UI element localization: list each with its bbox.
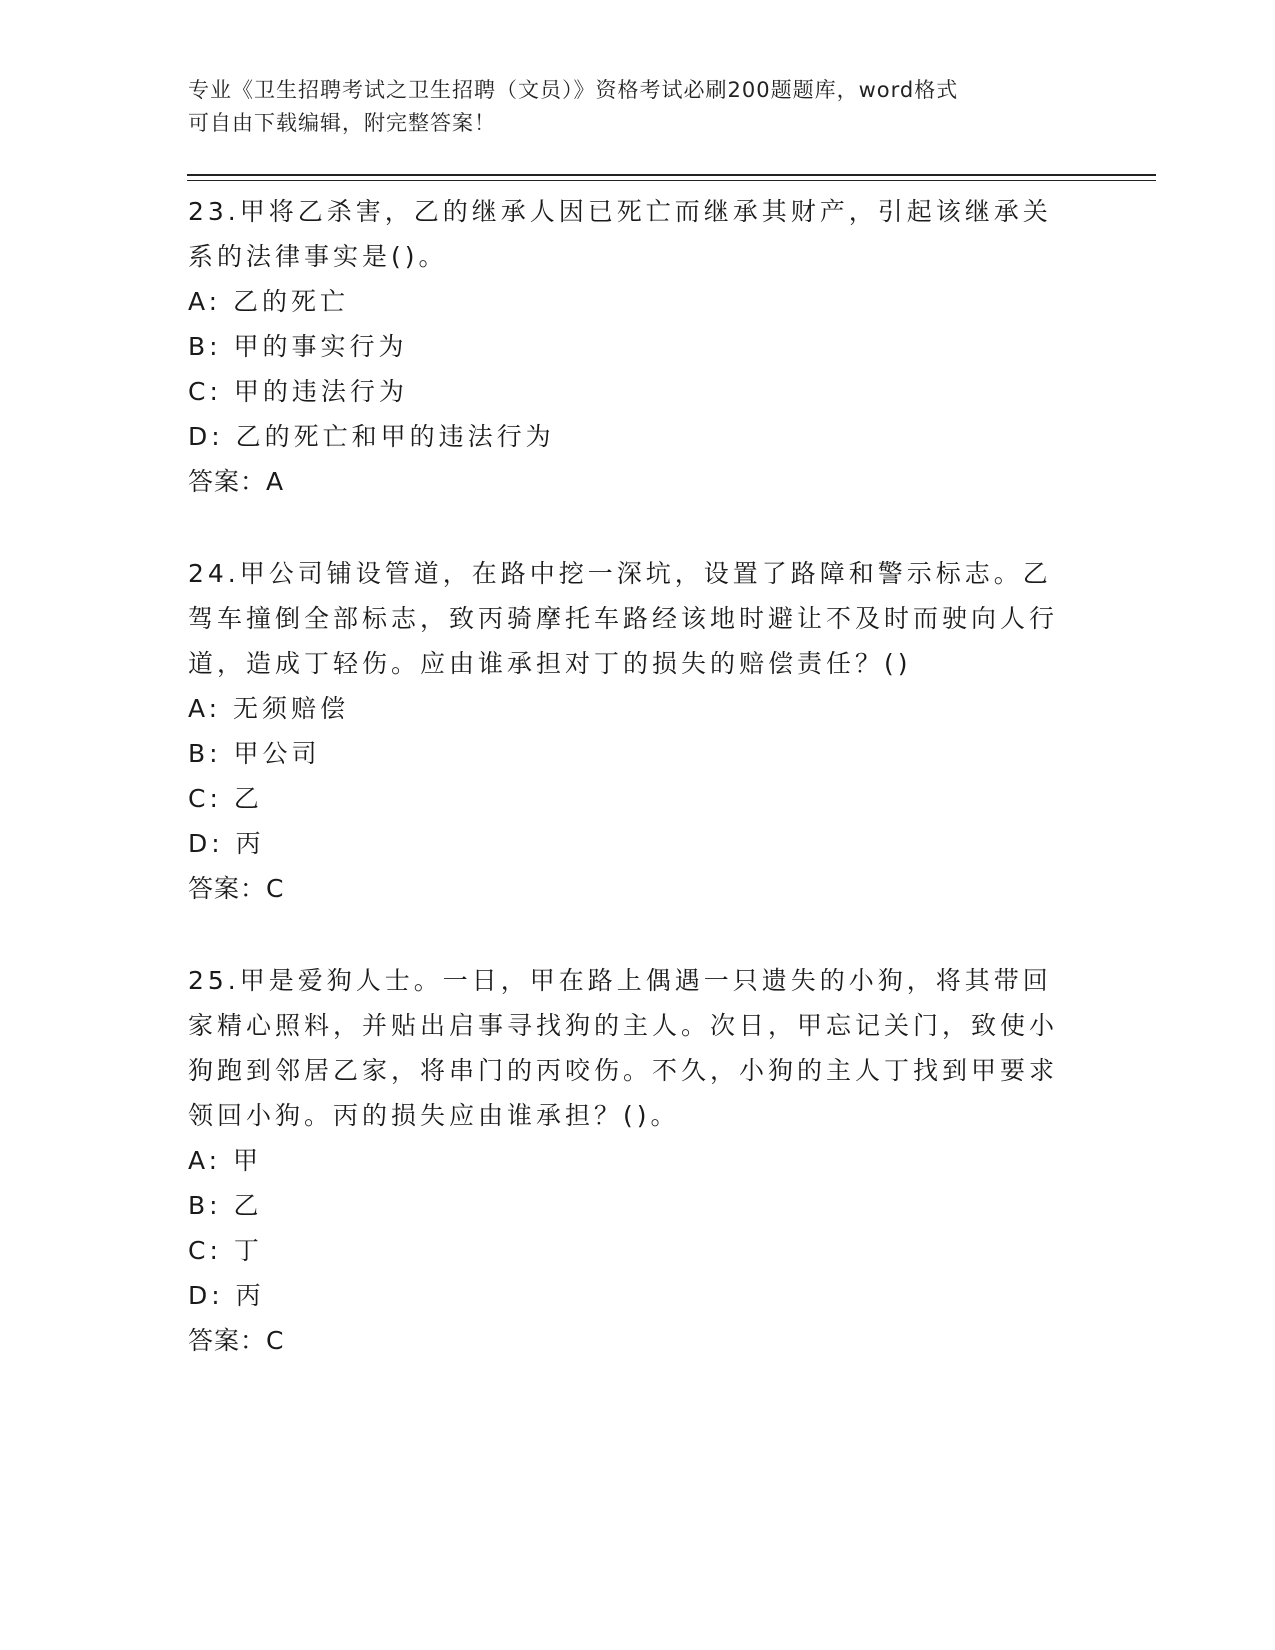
question-stem: 24.甲公司铺设管道，在路中挖一深坑，设置了路障和警示标志。乙驾车撞倒全部标志，致丙骑摩托车路经该地时避让不及时而驶向人行道，造成丁轻伤。应由谁承担对丁的损失的赔偿责任？() (188, 559, 1059, 678)
option-c: C: 甲的违法行为 (188, 377, 408, 406)
header-divider-thin (187, 180, 1156, 181)
answer-label: 答案： (188, 1326, 267, 1355)
document-header (188, 74, 1088, 140)
answer-line (188, 1318, 1078, 1363)
answer-line (188, 866, 1078, 911)
option-d: D: 丙 (188, 1281, 265, 1310)
option-d: D: 丙 (188, 829, 265, 858)
answer-line (188, 459, 1078, 504)
question-spacer (188, 504, 1078, 551)
header-line-1: 专业《卫生招聘考试之卫生招聘（文员）》资格考试必刷200题题库，word格式 (188, 78, 959, 102)
option-b: B: 乙 (188, 1191, 263, 1220)
option-d: D: 乙的死亡和甲的违法行为 (188, 422, 555, 451)
option-list (188, 279, 1078, 459)
answer-label: 答案： (188, 467, 267, 496)
question-spacer (188, 911, 1078, 958)
option-c: C: 乙 (188, 784, 263, 813)
header-divider (187, 174, 1156, 176)
question-23 (188, 189, 1078, 504)
option-a: A: 乙的死亡 (188, 287, 350, 316)
answer-value: A (266, 467, 285, 496)
answer-value: C (266, 874, 285, 903)
option-b: B: 甲的事实行为 (188, 332, 408, 361)
answer-label: 答案： (188, 874, 267, 903)
option-list (188, 1138, 1078, 1318)
option-list (188, 686, 1078, 866)
header-line-2: 可自由下载编辑，附完整答案！ (188, 111, 496, 135)
option-c: C: 丁 (188, 1236, 263, 1265)
question-list (188, 189, 1078, 1363)
answer-value: C (266, 1326, 285, 1355)
question-stem: 25.甲是爱狗人士。一日，甲在路上偶遇一只遗失的小狗，将其带回家精心照料，并贴出启事寻找狗的主人。次日，甲忘记关门，致使小狗跑到邻居乙家，将串门的丙咬伤。不久，小狗的主人丁找到甲要求领回小狗。丙的损失应由谁承担？()。 (188, 966, 1059, 1130)
question-24 (188, 551, 1078, 911)
option-b: B: 甲公司 (188, 739, 321, 768)
option-a: A: 甲 (188, 1146, 263, 1175)
question-stem: 23.甲将乙杀害，乙的继承人因已死亡而继承其财产，引起该继承关系的法律事实是()。 (188, 197, 1052, 271)
question-25 (188, 958, 1078, 1363)
option-a: A: 无须赔偿 (188, 694, 350, 723)
